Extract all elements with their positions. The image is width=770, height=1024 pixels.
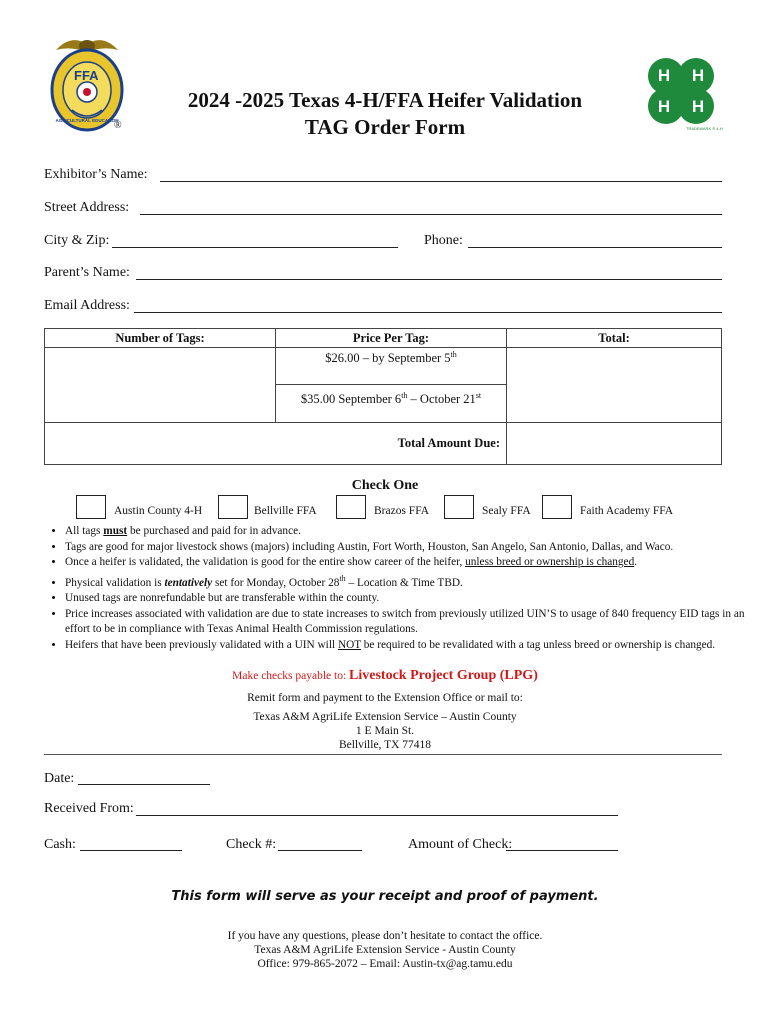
exhibitor-name-label: Exhibitor’s Name: — [44, 167, 148, 182]
section-divider — [44, 754, 722, 755]
email-label: Email Address: — [44, 298, 130, 313]
remit-text: Remit form and payment to the Extension Office or mail to: — [247, 692, 523, 704]
clover-h-1: H — [657, 66, 671, 85]
ffa-ring-text: AGRICULTURAL EDUCATION — [55, 118, 119, 123]
option-sealy-ffa: Sealy FFA — [482, 505, 531, 517]
payable-to-line — [0, 666, 770, 684]
price-late-text: $35.00 September 6 — [300, 392, 402, 407]
date-label: Date: — [44, 771, 75, 786]
price-late-sup-2: st — [475, 391, 482, 400]
col-price-per-tag: Price Per Tag: — [276, 329, 507, 348]
total-amount-due-label: Total Amount Due: — [45, 423, 507, 465]
cash-field[interactable] — [80, 850, 182, 851]
checkbox-bellville-ffa[interactable] — [218, 495, 248, 519]
parent-name-field[interactable] — [136, 279, 722, 280]
col-number-of-tags: Number of Tags: — [45, 329, 276, 348]
price-early-sup: th — [450, 350, 457, 359]
street-address-field[interactable] — [140, 214, 722, 215]
street-address-label: Street Address: — [44, 200, 130, 215]
clover-h-4: H — [691, 97, 705, 116]
contact-line-2: Texas A&M AgriLife Extension Service - Austin County — [254, 944, 516, 956]
phone-field[interactable] — [468, 247, 722, 248]
registered-mark: ® — [114, 120, 122, 131]
exhibitor-name-field[interactable] — [160, 181, 722, 182]
amount-of-check-field[interactable] — [506, 850, 618, 851]
address-line-1: Texas A&M AgriLife Extension Service – Austin County — [253, 711, 517, 723]
total-amount-due-cell[interactable] — [507, 423, 722, 465]
option-austin-county-4h: Austin County 4-H — [114, 505, 203, 517]
rule-item: • Unused tags are nonrefundable but are transferable within the county. — [65, 591, 765, 607]
check-number-label: Check #: — [226, 837, 277, 852]
title-line-2: TAG Order Form — [304, 115, 466, 139]
received-from-label: Received From: — [44, 801, 134, 816]
received-from-field[interactable] — [136, 815, 618, 816]
rule-item: • Once a heifer is validated, the validation is good for the entire show career of the heifer, unless breed or ownership is changed. — [65, 555, 765, 571]
option-brazos-ffa: Brazos FFA — [374, 505, 430, 517]
city-zip-label: City & Zip: — [44, 233, 110, 248]
checkbox-faith-academy-ffa[interactable] — [542, 495, 572, 519]
parent-name-label: Parent’s Name: — [44, 265, 130, 280]
contact-line-1: If you have any questions, please don’t hesitate to contact the office. — [227, 930, 543, 942]
receipt-statement: This form will serve as your receipt and proof of payment. — [171, 889, 599, 904]
number-of-tags-cell[interactable] — [45, 348, 276, 423]
checkbox-sealy-ffa[interactable] — [444, 495, 474, 519]
price-early-text: $26.00 – by September 5 — [325, 351, 451, 366]
title-line-1: 2024 -2025 Texas 4-H/FFA Heifer Validation — [187, 88, 583, 112]
form-title — [0, 87, 770, 141]
check-one-title: Check One — [351, 478, 419, 493]
rule-item: • All tags must be purchased and paid for in advance. — [65, 524, 765, 540]
payable-to-label: Make checks payable to: — [232, 670, 350, 682]
price-early-cell — [276, 348, 507, 385]
option-faith-academy-ffa: Faith Academy FFA — [580, 505, 674, 517]
check-number-field[interactable] — [278, 850, 362, 851]
checkbox-austin-county-4h[interactable] — [76, 495, 106, 519]
fourh-caption: TRADEMARK ® 4-H — [686, 126, 723, 131]
contact-info — [0, 929, 770, 971]
address-line-2: 1 E Main St. — [355, 725, 415, 737]
date-field[interactable] — [78, 784, 210, 785]
rule-item: • Price increases associated with validation are due to state increases to switch from previously utilized UIN’S to usage of 840 frequency EID tags in an effort to be in compliance with Texas Animal Health Commission regulations. — [65, 607, 765, 638]
price-late-mid: – October 21 — [407, 392, 476, 407]
price-late-sup-1: th — [401, 391, 408, 400]
col-total: Total: — [507, 329, 722, 348]
price-late-cell — [276, 385, 507, 423]
rule-item: • Tags are good for major livestock shows (majors) including Austin, Fort Worth, Houston, San Angelo, San Antonio, Dallas, and Waco. — [65, 540, 765, 556]
ffa-logo-text: FFA — [74, 68, 99, 83]
address-line-3: Bellville, TX 77418 — [338, 739, 432, 751]
email-field[interactable] — [134, 312, 722, 313]
rule-item: • Heifers that have been previously validated with a UIN will NOT be required to be revalidated with a tag unless breed or ownership is changed. — [65, 638, 765, 654]
total-cell[interactable] — [507, 348, 722, 423]
amount-of-check-label: Amount of Check: — [408, 837, 513, 852]
rule-item: • Physical validation is tentatively set for Monday, October 28th – Location & Time TBD. — [65, 571, 765, 591]
city-zip-field[interactable] — [112, 247, 398, 248]
rules-list — [44, 524, 765, 654]
tag-order-table — [44, 328, 722, 465]
payee-name: Livestock Project Group (LPG) — [349, 668, 538, 683]
cash-label: Cash: — [44, 837, 76, 852]
option-bellville-ffa: Bellville FFA — [254, 505, 317, 517]
clover-h-2: H — [691, 66, 705, 85]
contact-line-3: Office: 979-865-2072 – Email: Austin-tx@ag.tamu.edu — [257, 958, 513, 970]
mailing-address — [0, 710, 770, 752]
checkbox-brazos-ffa[interactable] — [336, 495, 366, 519]
clover-h-3: H — [657, 97, 671, 116]
phone-label: Phone: — [424, 233, 463, 248]
